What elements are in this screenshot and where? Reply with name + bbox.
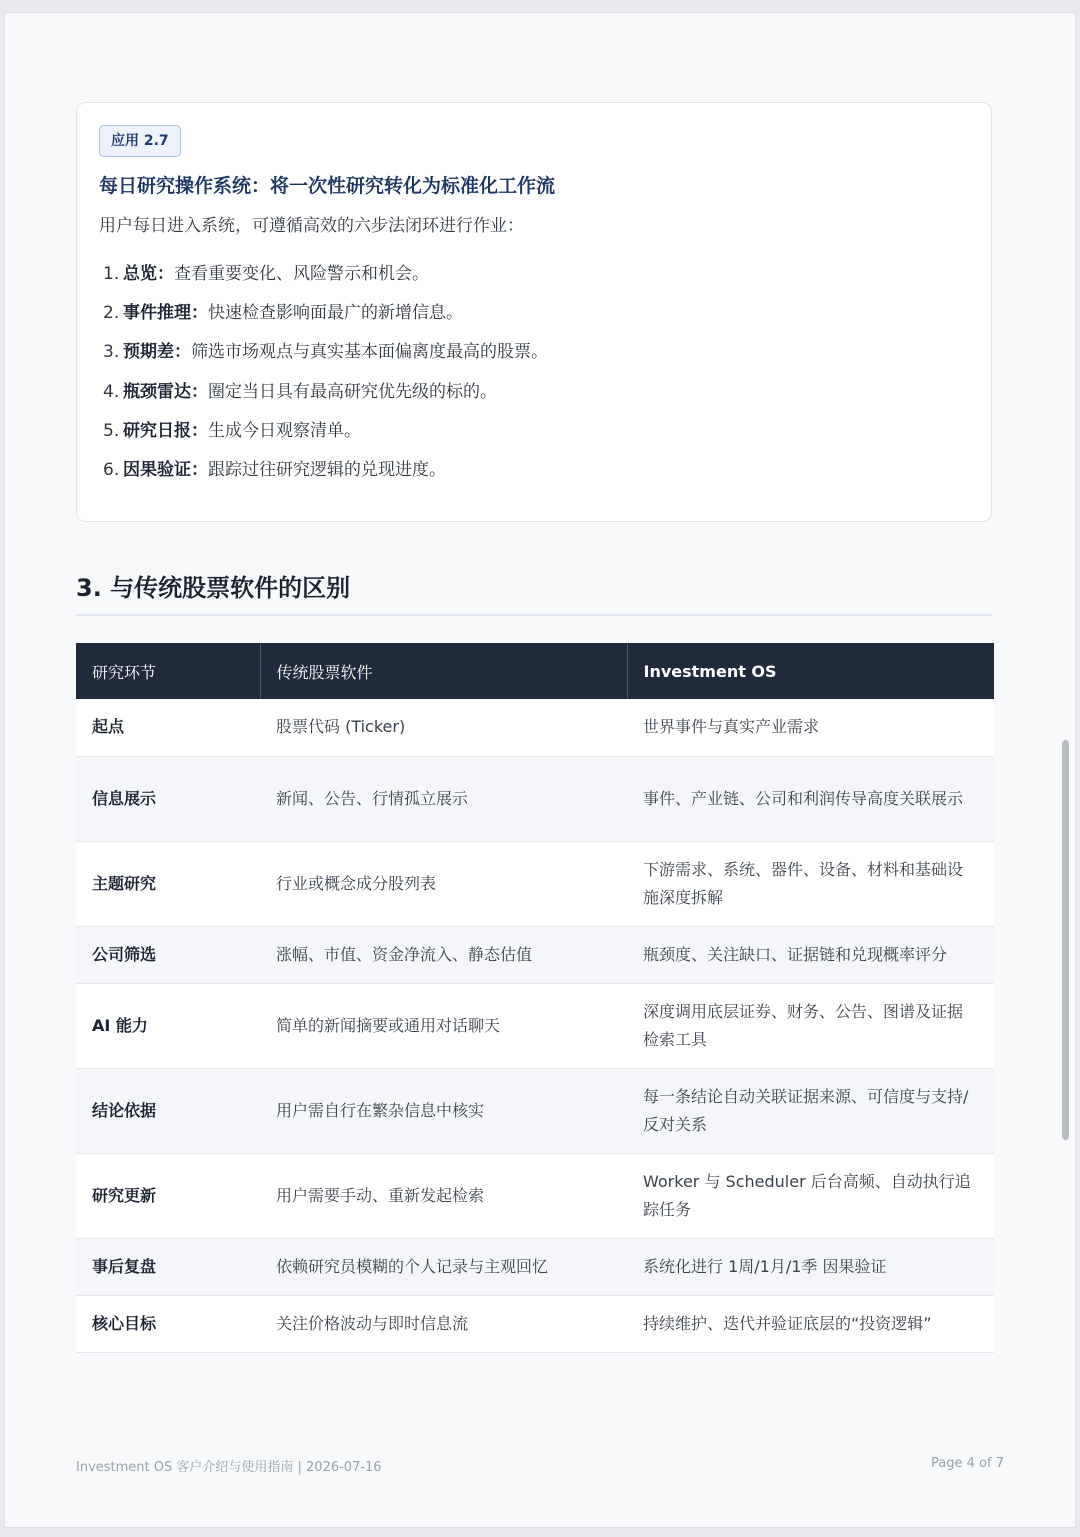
step-item: 1. 总览：查看重要变化、风险警示和机会。: [103, 264, 429, 284]
step-item: 6. 因果验证：跟踪过往研究逻辑的兑现进度。: [103, 459, 446, 480]
table-row: AI 能力 简单的新闻摘要或通用对话聊天 深度调用底层证券、财务、公告、图谱及证据检索工具: [76, 983, 994, 1068]
scrollbar-thumb[interactable]: [1062, 740, 1069, 1140]
table-row: 核心目标 关注价格波动与即时信息流 持续维护、迭代并验证底层的“投资逻辑”: [76, 1295, 994, 1352]
steps-list: [103, 259, 548, 494]
header-stage: 研究环节: [76, 643, 260, 699]
header-traditional: 传统股票软件: [260, 643, 627, 699]
table-row: 公司筛选 涨幅、市值、资金净流入、静态估值 瓶颈度、关注缺口、证据链和兑现概率评分: [76, 926, 994, 983]
step-item: 2. 事件推理：快速检查影响面最广的新增信息。: [103, 303, 463, 324]
card-title: 每日研究操作系统：将一次性研究转化为标准化工作流: [99, 175, 556, 197]
application-card: [76, 102, 992, 522]
table-row: 主题研究 行业或概念成分股列表 下游需求、系统、器件、设备、材料和基础设施深度拆解: [76, 841, 994, 926]
step-item: 5. 研究日报：生成今日观察清单。: [103, 420, 361, 441]
section-badge: 应用 2.7: [99, 125, 181, 157]
footer-doc-title: Investment OS 客户介绍与使用指南 | 2026-07-16: [76, 1460, 382, 1475]
header-investment-os: Investment OS: [627, 643, 994, 699]
table-row: 事后复盘 依赖研究员模糊的个人记录与主观回忆 系统化进行 1周/1月/1季 因果验证: [76, 1238, 994, 1295]
footer-page-number: Page 4 of 7: [931, 1456, 1004, 1471]
step-item: 4. 瓶颈雷达：圈定当日具有最高研究优先级的标的。: [103, 381, 497, 402]
section-divider: [76, 614, 992, 616]
comparison-table: [76, 643, 994, 1353]
table-row: 结论依据 用户需自行在繁杂信息中核实 每一条结论自动关联证据来源、可信度与支持/反对关系: [76, 1068, 994, 1153]
table-row: 信息展示 新闻、公告、行情孤立展示 事件、产业链、公司和利润传导高度关联展示: [76, 756, 994, 841]
step-item: 3. 预期差：筛选市场观点与真实基本面偏离度最高的股票。: [103, 342, 548, 363]
card-intro: 用户每日进入系统，可遵循高效的六步法闭环进行作业：: [99, 216, 524, 236]
table-row: 研究更新 用户需要手动、重新发起检索 Worker 与 Scheduler 后台高频、自动执行追踪任务: [76, 1153, 994, 1238]
table-header-row: [76, 643, 994, 699]
table-row: 起点 股票代码 (Ticker) 世界事件与真实产业需求: [76, 699, 994, 756]
section-title: 3. 与传统股票软件的区别: [76, 574, 351, 602]
